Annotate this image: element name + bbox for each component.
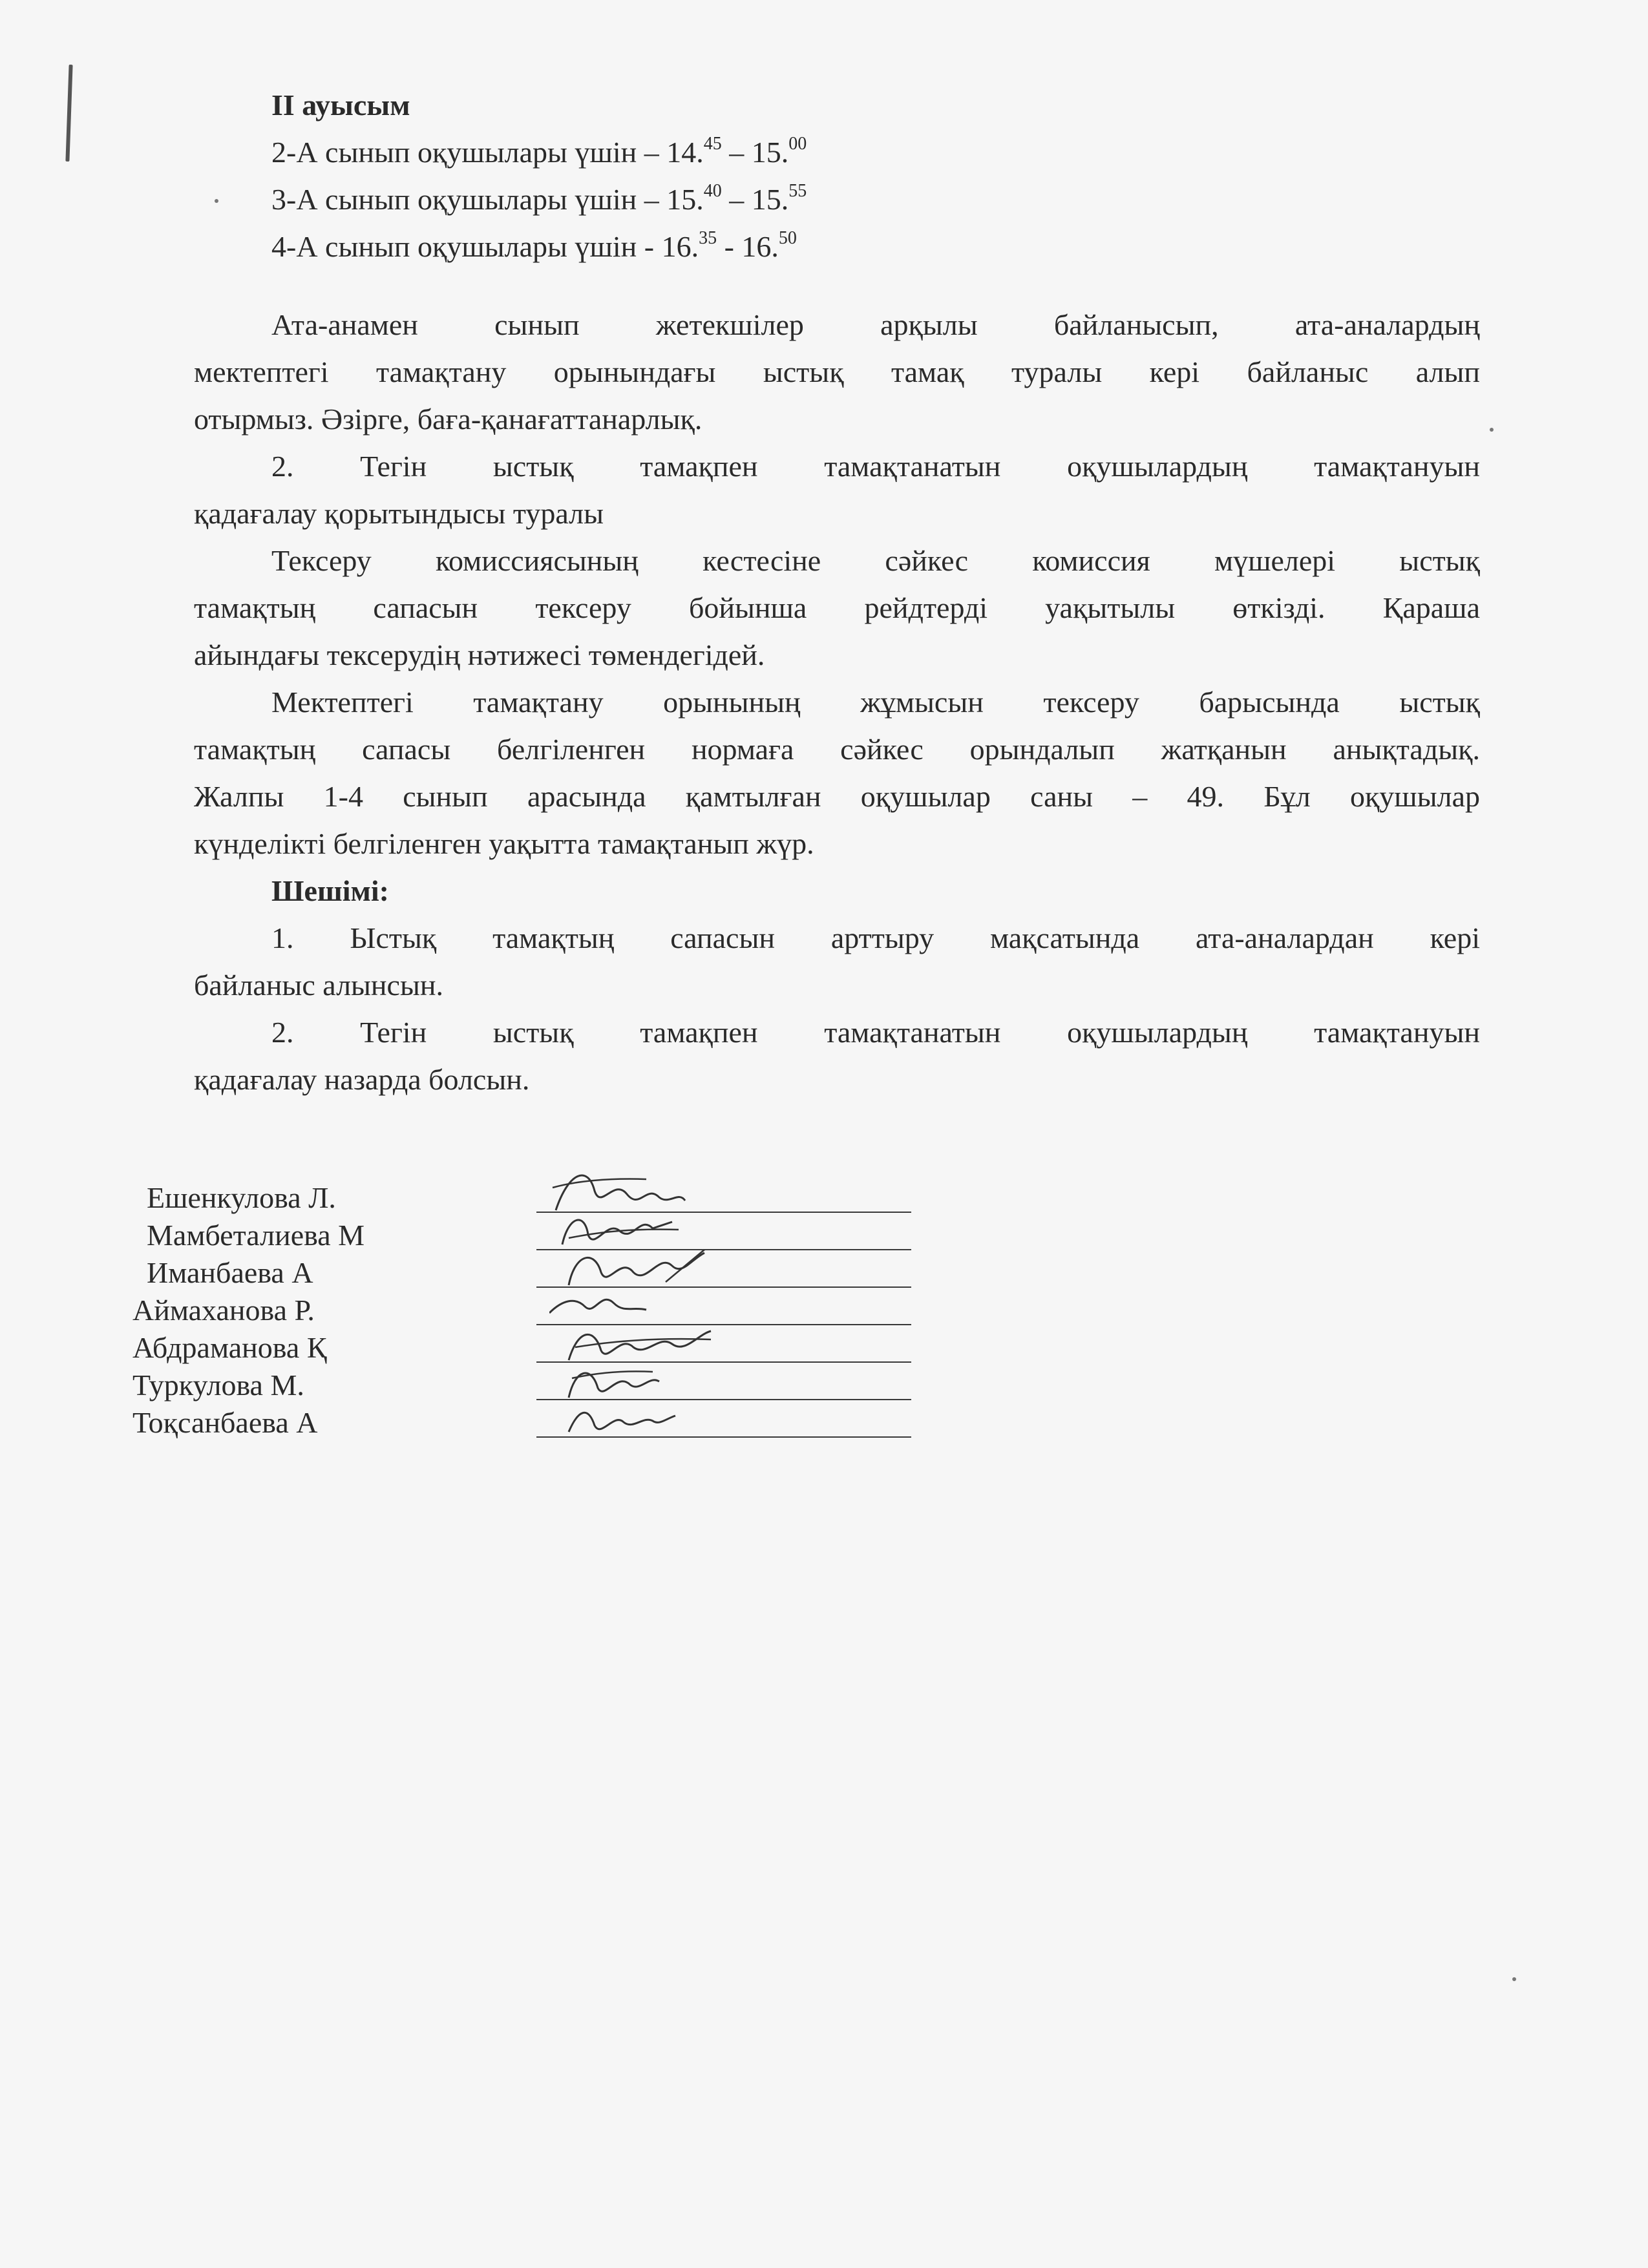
paragraph-line: тамақтың сапасы белгіленген нормаға сәйкес орындалып жатқанын анықтадық. [194,733,1480,766]
scan-artifact-dot [1490,428,1494,432]
signatory-name: Аймаханова Р. [132,1294,315,1327]
paragraph-line: Жалпы 1-4 сынып арасында қамтылған оқушылар саны – 49. Бұл оқушылар [194,780,1480,813]
signature-row [536,1404,911,1442]
paragraph-line: мектептегі тамақтану орынындағы ыстық тамақ туралы кері байланыс алып [194,355,1480,388]
signatory-name: Иманбаева А [147,1256,313,1289]
signatory-name: Ешенкулова Л. [147,1181,336,1214]
paragraph-line: Тексеру комиссиясының кестесіне сәйкес комиссия мүшелері ыстық [271,544,1480,577]
signatory-name: Туркулова М. [132,1369,304,1402]
body-text [194,301,1480,1103]
shift-schedule [271,81,1176,270]
scan-artifact-mark [65,65,72,162]
shift-row: 4-А сынып оқушылары үшін - 16.35 - 16.50 [271,227,797,263]
shift-title: II ауысым [271,89,410,121]
decision-title: Шешімі: [271,874,389,907]
paragraph-line: айындағы тексерудің нәтижесі төмендегідей. [194,638,765,671]
scan-artifact-dot [1512,1977,1516,1981]
signature-lines [536,1179,911,1442]
shift-row: 3-А сынып оқушылары үшін – 15.40 – 15.55 [271,180,807,216]
signatory-list [132,1179,364,1442]
signatory-name: Мамбеталиева М [147,1219,365,1252]
paragraph-line: Мектептегі тамақтану орынының жұмысын тексеру барысында ыстық [271,686,1480,719]
paragraph-line: Ата-анамен сынып жетекшілер арқылы байланысып, ата-аналардың [271,308,1480,341]
paragraph-line: 2. Тегін ыстық тамақпен тамақтанатын оқушылардың тамақтануын [271,1016,1480,1049]
paragraph-line: 1. Ыстық тамақтың сапасын арттыру мақсатында ата-аналардан кері [271,921,1480,954]
paragraph-line: қадағалау назарда болсын. [194,1063,530,1096]
scan-artifact-dot [215,199,218,203]
shift-row: 2-А сынып оқушылары үшін – 14.45 – 15.00 [271,133,807,169]
paragraph-line: қадағалау қорытындысы туралы [194,497,604,530]
paragraph-line: отырмыз. Әзірге, баға-қанағаттанарлық. [194,403,703,436]
paragraph-line: күнделікті белгіленген уақытта тамақтанып жүр. [194,827,814,860]
paragraph-line: 2. Тегін ыстық тамақпен тамақтанатын оқушылардың тамақтануын [271,450,1480,483]
signatory-name: Абдраманова Қ [132,1331,327,1364]
paragraph-line: байланыс алынсын. [194,969,443,1002]
handwritten-signature [549,1390,692,1448]
paragraph-line: тамақтың сапасын тексеру бойынша рейдтерді уақытылы өткізді. Қараша [194,591,1480,624]
signatory-name: Тоқсанбаева А [132,1406,318,1439]
